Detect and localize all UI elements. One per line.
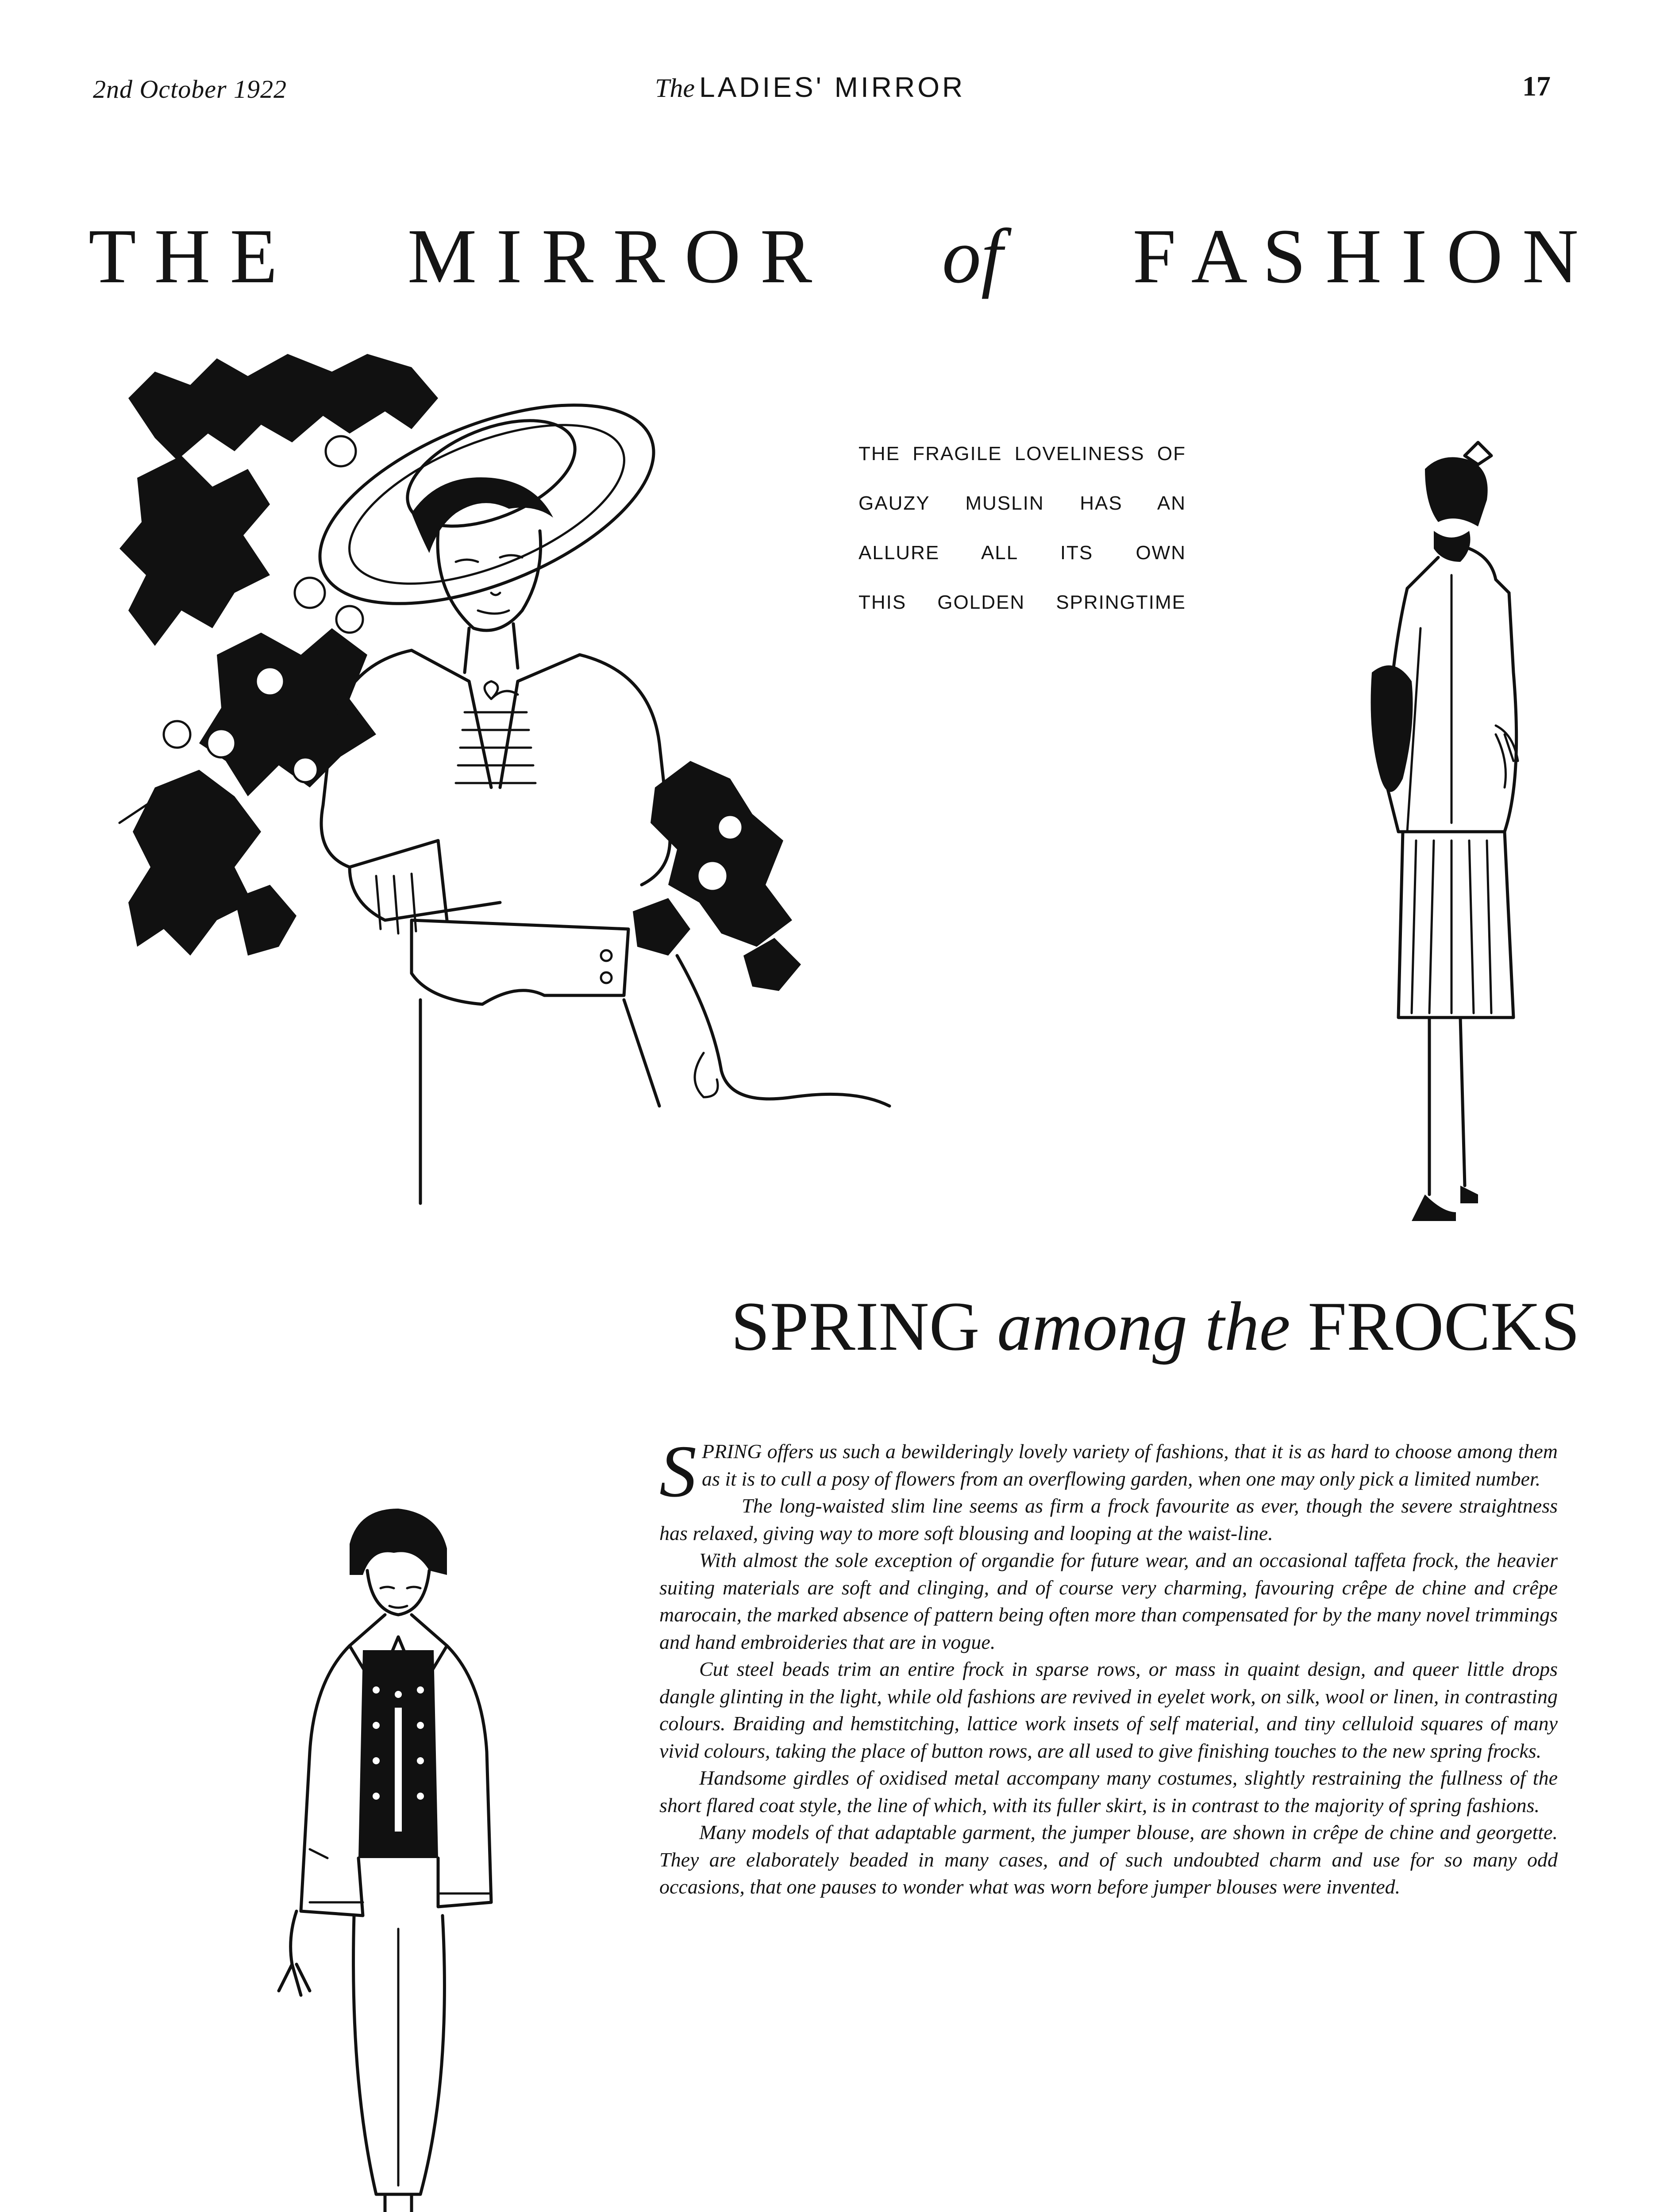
caption-line: THE FRAGILE LOVELINESS OF <box>859 443 1186 465</box>
masthead-word-mirror: M I R R O R <box>407 213 812 300</box>
masthead-word-the: T H E <box>89 213 277 300</box>
issue-date: 2nd October 1922 <box>93 75 287 104</box>
article-paragraph: Cut steel beads trim an entire frock in sparse rows, or mass in quaint design, and queer little drops dangle glinting in the light, while old fashions are revived in eyelet work, on silk, wool or linen, in contrasting colours. Braiding and hemstitching, lattice work insets of self material, and tiny celluloid squares of many vivid colours, taking the place of button rows, are all used to give finishing touches to the new spring frocks. <box>659 1658 1558 1762</box>
masthead-word-of: of <box>942 213 1003 300</box>
illustration-woman-in-jumper-and-coat <box>283 1504 513 2212</box>
page-number: 17 <box>1522 70 1551 102</box>
face <box>438 531 541 630</box>
article-title-among-the: among the <box>997 1288 1290 1365</box>
caption-line: ALLURE ALL ITS OWN <box>859 542 1186 564</box>
masthead <box>89 208 1578 305</box>
article-body <box>659 1430 1558 1901</box>
magazine-title-prefix: The <box>655 73 695 103</box>
caption-line: THIS GOLDEN SPRINGTIME <box>859 591 1186 613</box>
illustration-woman-in-coat-with-muff <box>1363 442 1549 1230</box>
magazine-title <box>655 71 965 104</box>
article-title-word-spring: SPRING <box>731 1288 980 1365</box>
article-paragraph: Many models of that adaptable garment, the jumper blouse, are shown in crêpe de chine and georgette. They are elaborately beaded in many cases, and of such undoubted charm and use for so many odd occasions, that one pauses to wonder what was worn before jumper blouses were invented. <box>659 1821 1558 1898</box>
bobbed-hair <box>350 1509 447 1575</box>
article-paragraph: The long-waisted slim line seems as firm a frock favourite as ever, though the severe straightness has relaxed, giving way to more soft blousing and looping at the waist-line. <box>659 1494 1558 1544</box>
masthead-word-fashion: F A S H I O N <box>1132 213 1578 300</box>
illustration-caption <box>859 429 1186 627</box>
illustration-woman-with-hat-and-flowers <box>102 345 965 1221</box>
article-title-word-frocks: FROCKS <box>1308 1288 1580 1365</box>
hair <box>412 477 553 553</box>
drop-cap: S <box>659 1430 697 1513</box>
article-paragraph: Handsome girdles of oxidised metal accompany many costumes, slightly restraining the fullness of the short flared coat style, the line of which, with its fuller skirt, is in contrast to the majority of spring fashions. <box>659 1767 1558 1816</box>
magazine-title-name: LADIES' MIRROR <box>699 71 966 103</box>
foliage-illustration <box>119 354 801 991</box>
caption-line: GAUZY MUSLIN HAS AN <box>859 492 1186 514</box>
article-paragraph: With almost the sole exception of organdie for future wear, and an occasional taffeta frock, the heavier suiting materials are soft and clinging, and of course very charming, favouring crêpe de chine and crêpe marocain, the marked absence of pattern being often more than compensated for by the many novel trimmings and hand embroideries that are in vogue. <box>659 1549 1558 1653</box>
cloche-hat <box>1425 457 1488 526</box>
article-title <box>690 1288 1580 1365</box>
fur-muff <box>1371 665 1413 792</box>
article-paragraph: SPRING offers us such a bewilderingly lovely variety of fashions, that it is as hard to choose among them as it is to cull a posy of flowers from an overflowing garden, when one may only pick a limited number. <box>659 1430 1558 1513</box>
